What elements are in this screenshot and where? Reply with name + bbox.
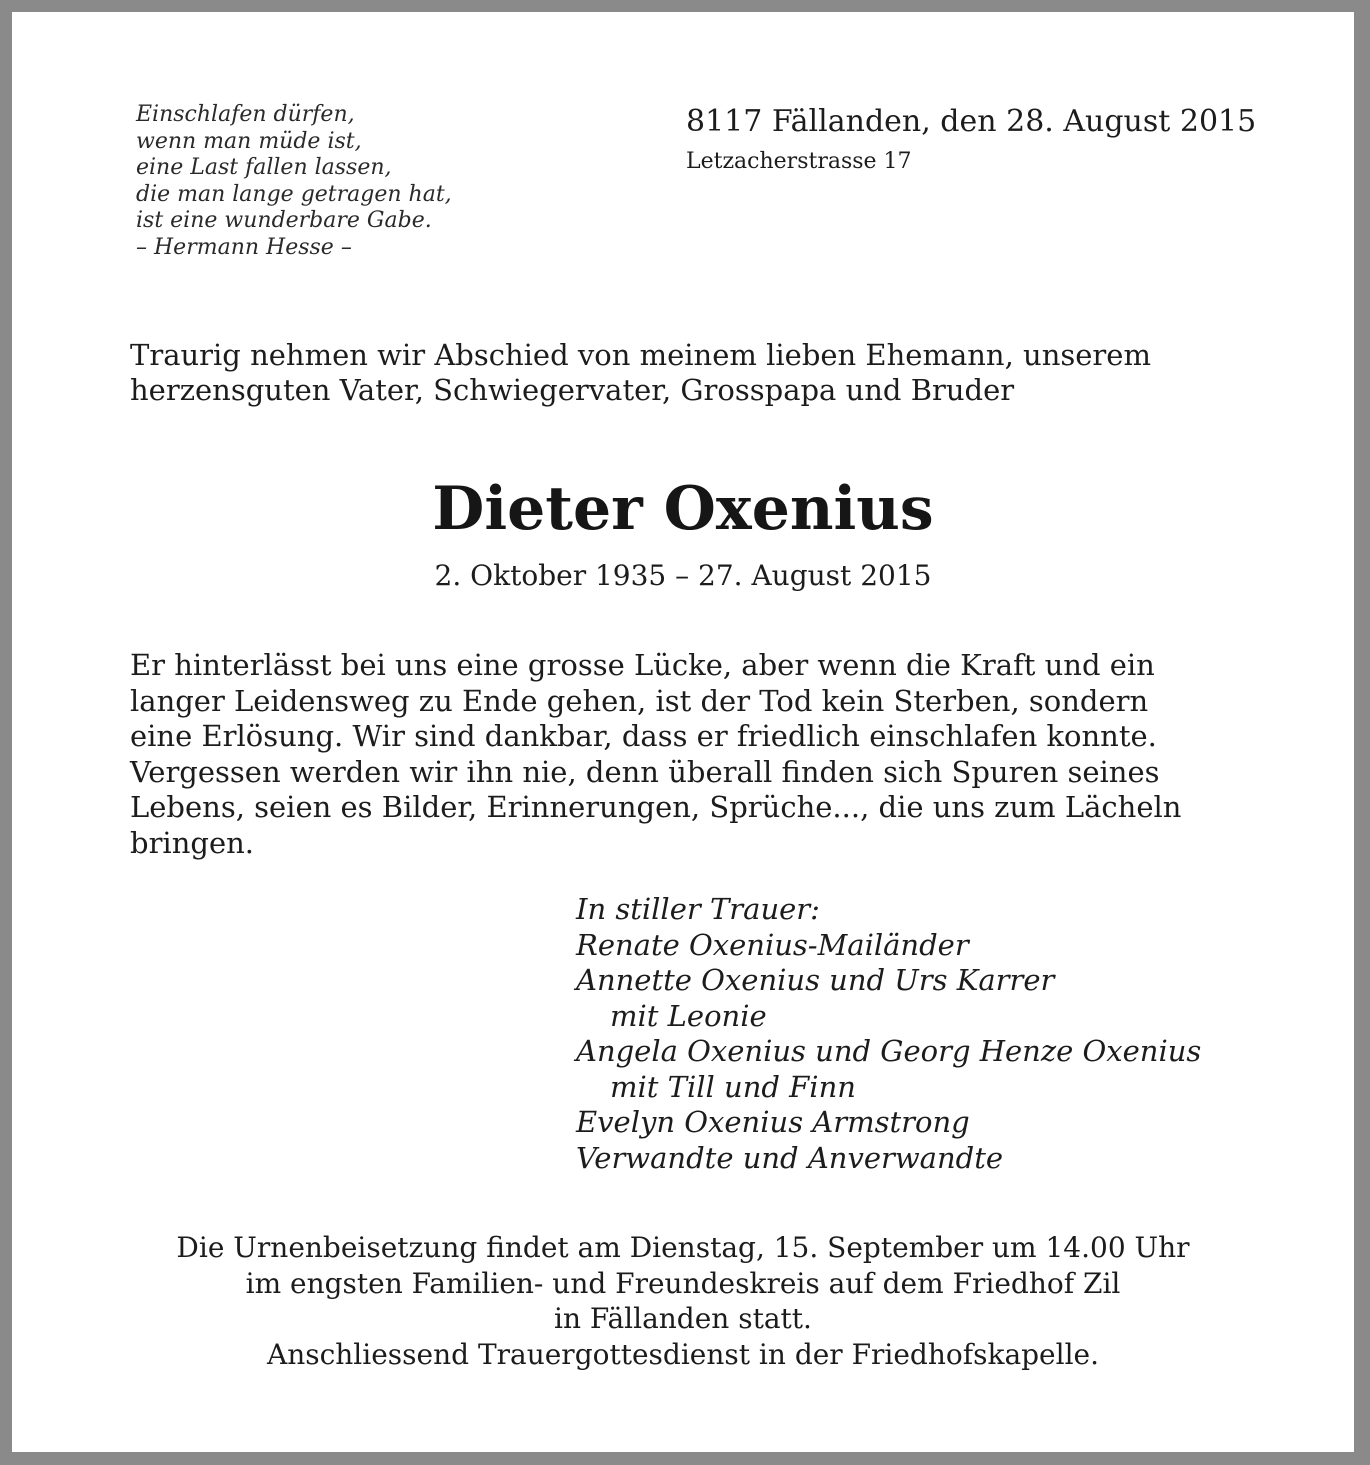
- mourner: Annette Oxenius und Urs Karrer: [576, 963, 1055, 997]
- place-and-date: 8117 Fällanden, den 28. August 2015: [686, 104, 1257, 139]
- mourner-child: mit Leonie: [610, 998, 767, 1033]
- body-line: eine Erlösung. Wir sind dankbar, dass er friedlich einschlafen konnte.: [130, 719, 1157, 753]
- mourner: Evelyn Oxenius Armstrong: [576, 1105, 970, 1139]
- quote-line: ist eine wunderbare Gabe.: [136, 208, 432, 233]
- funeral-info-line: Die Urnenbeisetzung findet am Dienstag, 15. September um 14.00 Uhr: [176, 1231, 1190, 1264]
- quote-attribution: – Hermann Hesse –: [136, 234, 352, 260]
- quote-line: wenn man müde ist,: [136, 128, 362, 154]
- deceased-name: Dieter Oxenius: [432, 474, 934, 544]
- body-line: Vergessen werden wir ihn nie, denn überall finden sich Spuren seines: [130, 754, 1160, 789]
- mourners-heading: In stiller Trauer:: [576, 892, 820, 926]
- mourner: Verwandte und Anverwandte: [576, 1140, 1004, 1175]
- quote-line: die man lange getragen hat,: [136, 181, 452, 207]
- funeral-info-line: in Fällanden statt.: [554, 1302, 812, 1335]
- hesse-quote: [136, 102, 452, 261]
- funeral-info: [12, 1230, 1354, 1372]
- funeral-info-line: im engsten Familien- und Freundeskreis auf dem Friedhof Zil: [245, 1266, 1121, 1300]
- funeral-info-line: Anschliessend Trauergottesdienst in der Friedhofskapelle.: [266, 1337, 1100, 1371]
- mourner: Renate Oxenius-Mailänder: [576, 927, 969, 962]
- intro-line: Traurig nehmen wir Abschied von meinem lieben Ehemann, unserem: [130, 338, 1151, 372]
- mourners-list: [576, 892, 1201, 1176]
- address: Letzacherstrasse 17: [686, 149, 912, 174]
- obituary-page: [12, 12, 1354, 1452]
- body-line: langer Leidensweg zu Ende gehen, ist der Tod kein Sterben, sondern: [130, 683, 1149, 718]
- mourner-child: mit Till und Finn: [610, 1069, 856, 1104]
- body-line: Lebens, seien es Bilder, Erinnerungen, Sprüche..., die uns zum Lächeln: [130, 790, 1182, 824]
- intro-text: [130, 338, 1240, 407]
- intro-line: herzensguten Vater, Schwiegervater, Grosspapa und Bruder: [130, 372, 1015, 407]
- body-text: [130, 648, 1240, 861]
- quote-line: Einschlafen dürfen,: [136, 102, 355, 127]
- life-dates: 2. Oktober 1935 – 27. August 2015: [434, 559, 932, 592]
- body-line: Er hinterlässt bei uns eine grosse Lücke, aber wenn die Kraft und ein: [130, 648, 1155, 682]
- body-line: bringen.: [130, 825, 255, 860]
- quote-line: eine Last fallen lassen,: [136, 155, 392, 180]
- mourner: Angela Oxenius und Georg Henze Oxenius: [576, 1034, 1202, 1068]
